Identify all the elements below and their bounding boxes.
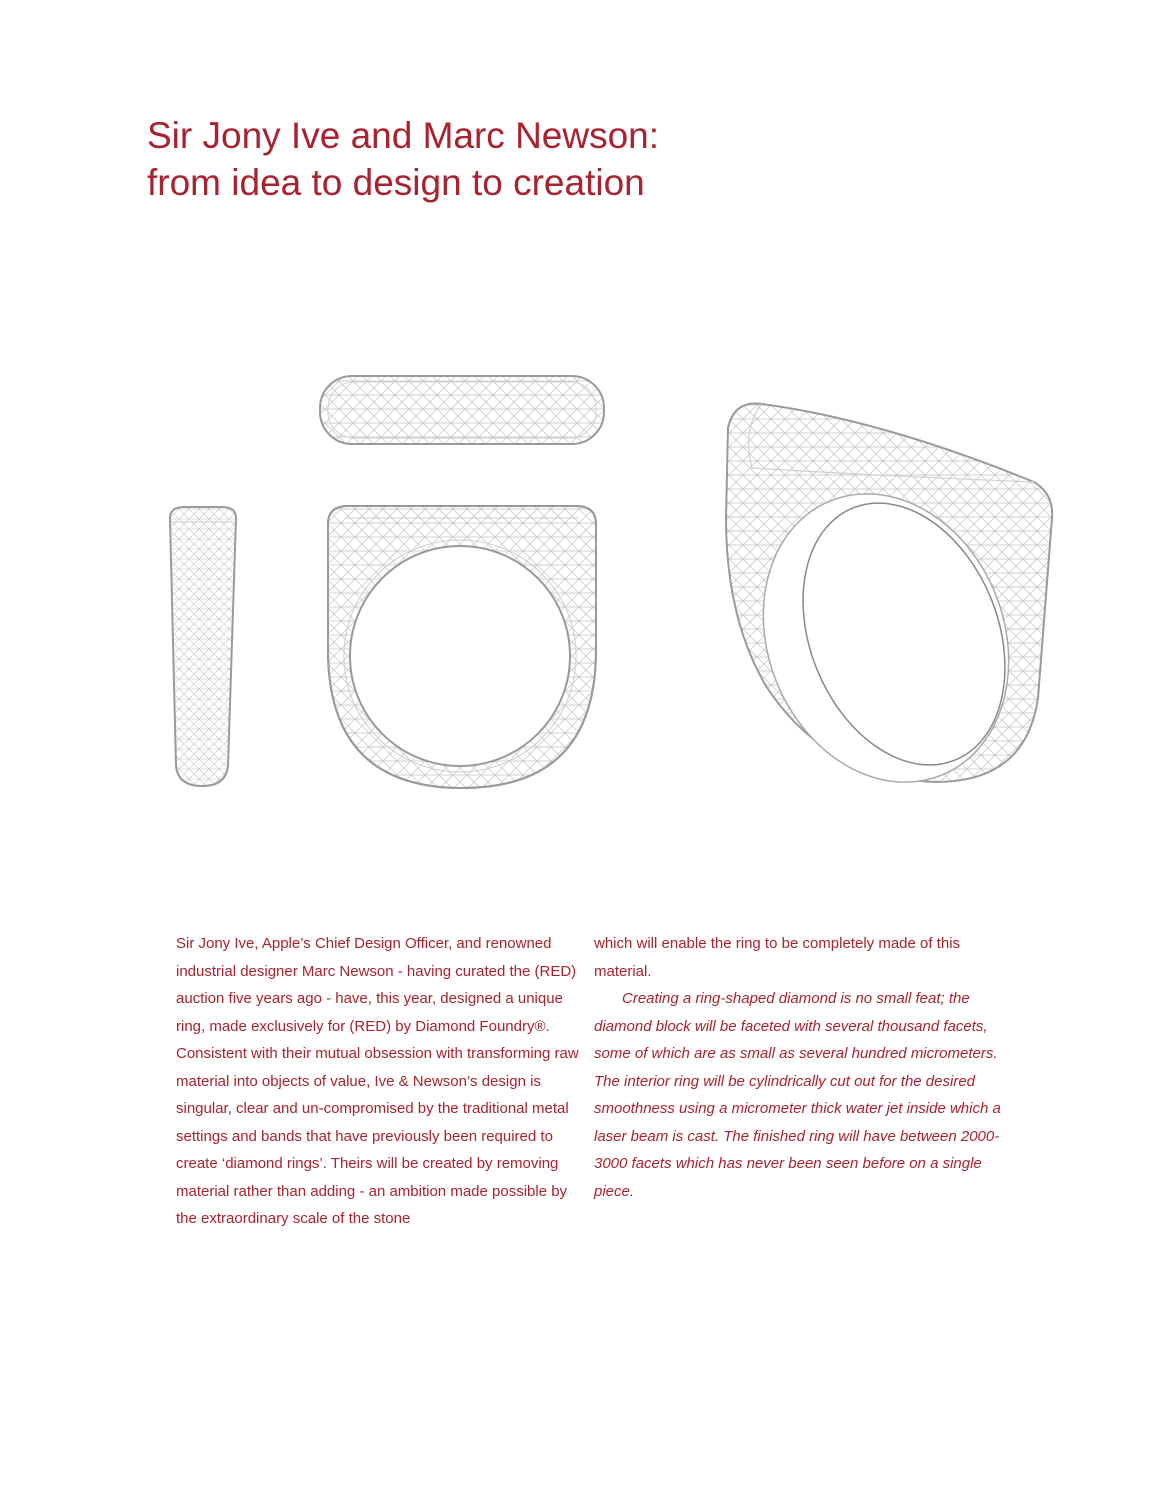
ring-perspective-view (722, 398, 1058, 790)
body-column-left (176, 930, 586, 1233)
title-line-1: Sir Jony Ive and Marc Newson: (147, 115, 660, 156)
ring-side-view (164, 504, 240, 790)
title-line-2: from idea to design to creation (147, 162, 645, 203)
ring-front-view (320, 502, 604, 792)
page-title (147, 112, 947, 206)
body-column-right (594, 930, 1004, 1205)
ring-top-view (318, 374, 608, 448)
ring-technical-drawings (150, 360, 1070, 800)
body-paragraph-2: Creating a ring-shaped diamond is no small feat; the diamond block will be faceted with several thousand facets, some of which are as small as several hundred micrometers. The interior ring will be cylindrically cut out for the desired smoothness using a micrometer thick water jet inside which a laser beam is cast. The finished ring will have between 2000-3000 facets which has never been seen before on a single piece. (594, 990, 1001, 1200)
body-paragraph-continuation: which will enable the ring to be completely made of this material. (594, 935, 961, 980)
body-paragraph-1: Sir Jony Ive, Apple’s Chief Design Officer, and renowned industrial designer Marc Newson - having curated the (RED) auction five years ago - have, this year, designed a unique ring, made exclusively for (RED) by Diamond Foundry®. Consistent with their mutual obsession with transforming raw material into objects of value, Ive & Newson’s design is singular, clear and un-compromised by the traditional metal settings and bands that have previously been required to create ‘diamond rings’. Theirs will be created by removing material rather than adding - an ambition made possible by the extraordinary scale of the stone (176, 935, 579, 1227)
